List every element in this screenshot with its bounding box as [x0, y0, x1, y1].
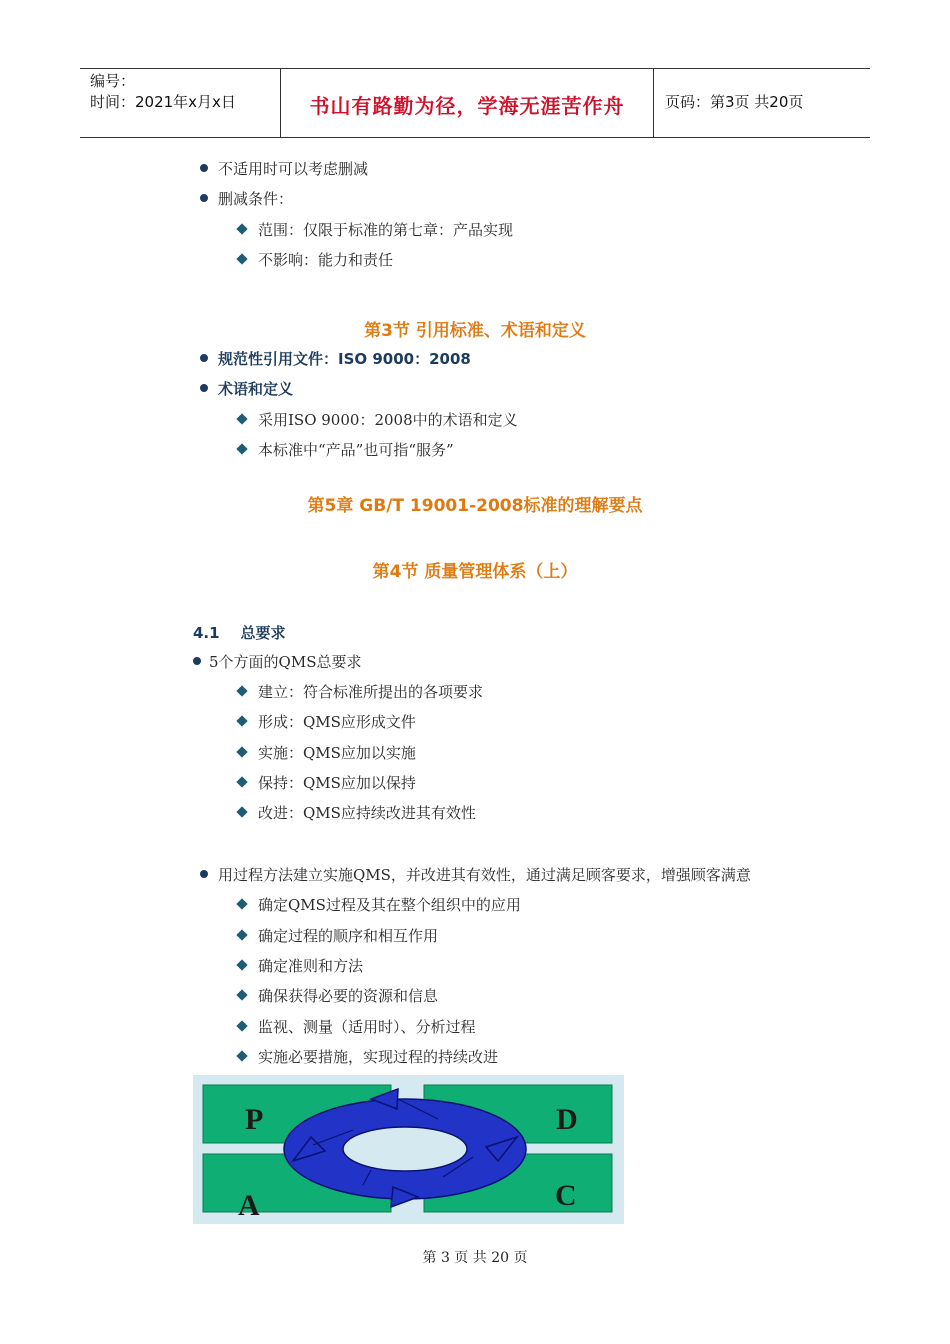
pdca-cycle-diagram: [193, 1075, 624, 1224]
list-sub-item: 确定准则和方法: [235, 955, 363, 976]
list-item: 5个方面的QMS总要求: [193, 651, 361, 672]
bullet-diamond-icon: [236, 959, 247, 970]
list-sub-item: 确保获得必要的资源和信息: [235, 985, 438, 1006]
bullet-dot-icon: [200, 194, 208, 202]
page-header: [80, 68, 870, 138]
bullet-diamond-icon: [236, 685, 247, 696]
pdca-letter-a: A: [238, 1189, 260, 1222]
header-page-info: 页码：第3页 共20页: [665, 93, 804, 111]
list-item: 用过程方法建立实施QMS，并改进其有效性，通过满足顾客要求，增强顾客满意: [200, 864, 751, 885]
pdca-letter-d: D: [556, 1103, 578, 1136]
list-sub-item: 采用ISO 9000：2008中的术语和定义: [235, 409, 518, 430]
clause-number: 4.1: [193, 624, 220, 642]
chapter5-heading: 第5章 GB/T 19001-2008标准的理解要点: [307, 496, 643, 516]
bullet-dot-icon: [200, 384, 208, 392]
section3-heading: 第3节 引用标准、术语和定义: [364, 321, 586, 341]
list-sub-item: 确定过程的顺序和相互作用: [235, 925, 438, 946]
list-item: 规范性引用文件：ISO 9000：2008: [200, 348, 471, 369]
bullet-diamond-icon: [236, 989, 247, 1000]
bullet-diamond-icon: [236, 413, 247, 424]
list-sub-item: 监视、测量（适用时）、分析过程: [235, 1016, 476, 1037]
list-item: 术语和定义: [200, 378, 293, 399]
list-sub-item: 改进：QMS应持续改进其有效性: [235, 802, 476, 823]
pdca-letter-c: C: [555, 1179, 577, 1212]
bullet-diamond-icon: [236, 1020, 247, 1031]
clause-title: 总要求: [240, 624, 286, 642]
bullet-diamond-icon: [236, 1050, 247, 1061]
bullet-diamond-icon: [236, 929, 247, 940]
list-sub-item: 确定QMS过程及其在整个组织中的应用: [235, 894, 521, 915]
bullet-diamond-icon: [236, 898, 247, 909]
bullet-diamond-icon: [236, 253, 247, 264]
bullet-dot-icon: [200, 164, 208, 172]
bullet-dot-icon: [193, 657, 201, 665]
bullet-diamond-icon: [236, 715, 247, 726]
document-number-label: 编号：: [90, 72, 136, 90]
bullet-dot-icon: [200, 870, 208, 878]
list-item: 删减条件：: [200, 188, 293, 209]
list-sub-item: 范围：仅限于标准的第七章：产品实现: [235, 219, 513, 240]
page-footer: 第 3 页 共 20 页: [422, 1250, 528, 1266]
bullet-dot-icon: [200, 354, 208, 362]
list-sub-item: 形成：QMS应形成文件: [235, 711, 416, 732]
section4-heading: 第4节 质量管理体系（上）: [372, 562, 578, 582]
list-sub-item: 实施必要措施，实现过程的持续改进: [235, 1046, 498, 1067]
header-motto: 书山有路勤为径，学海无涯苦作舟: [309, 94, 625, 118]
pdca-letter-p: P: [245, 1103, 264, 1136]
list-sub-item: 实施：QMS应加以实施: [235, 742, 416, 763]
header-motto-cell: [281, 69, 654, 137]
list-sub-item: 建立：符合标准所提出的各项要求: [235, 681, 483, 702]
bullet-diamond-icon: [236, 806, 247, 817]
list-item: 不适用时可以考虑删减: [200, 158, 368, 179]
list-sub-item: 保持：QMS应加以保持: [235, 772, 416, 793]
list-sub-item: 不影响：能力和责任: [235, 249, 393, 270]
clause-4-1-heading: [193, 622, 285, 643]
list-sub-item: 本标准中“产品”也可指“服务”: [235, 439, 454, 460]
bullet-diamond-icon: [236, 223, 247, 234]
header-meta: [80, 69, 281, 137]
bullet-diamond-icon: [236, 776, 247, 787]
document-time-label: 时间：2021年x月x日: [90, 93, 236, 111]
bullet-diamond-icon: [236, 443, 247, 454]
bullet-diamond-icon: [236, 746, 247, 757]
